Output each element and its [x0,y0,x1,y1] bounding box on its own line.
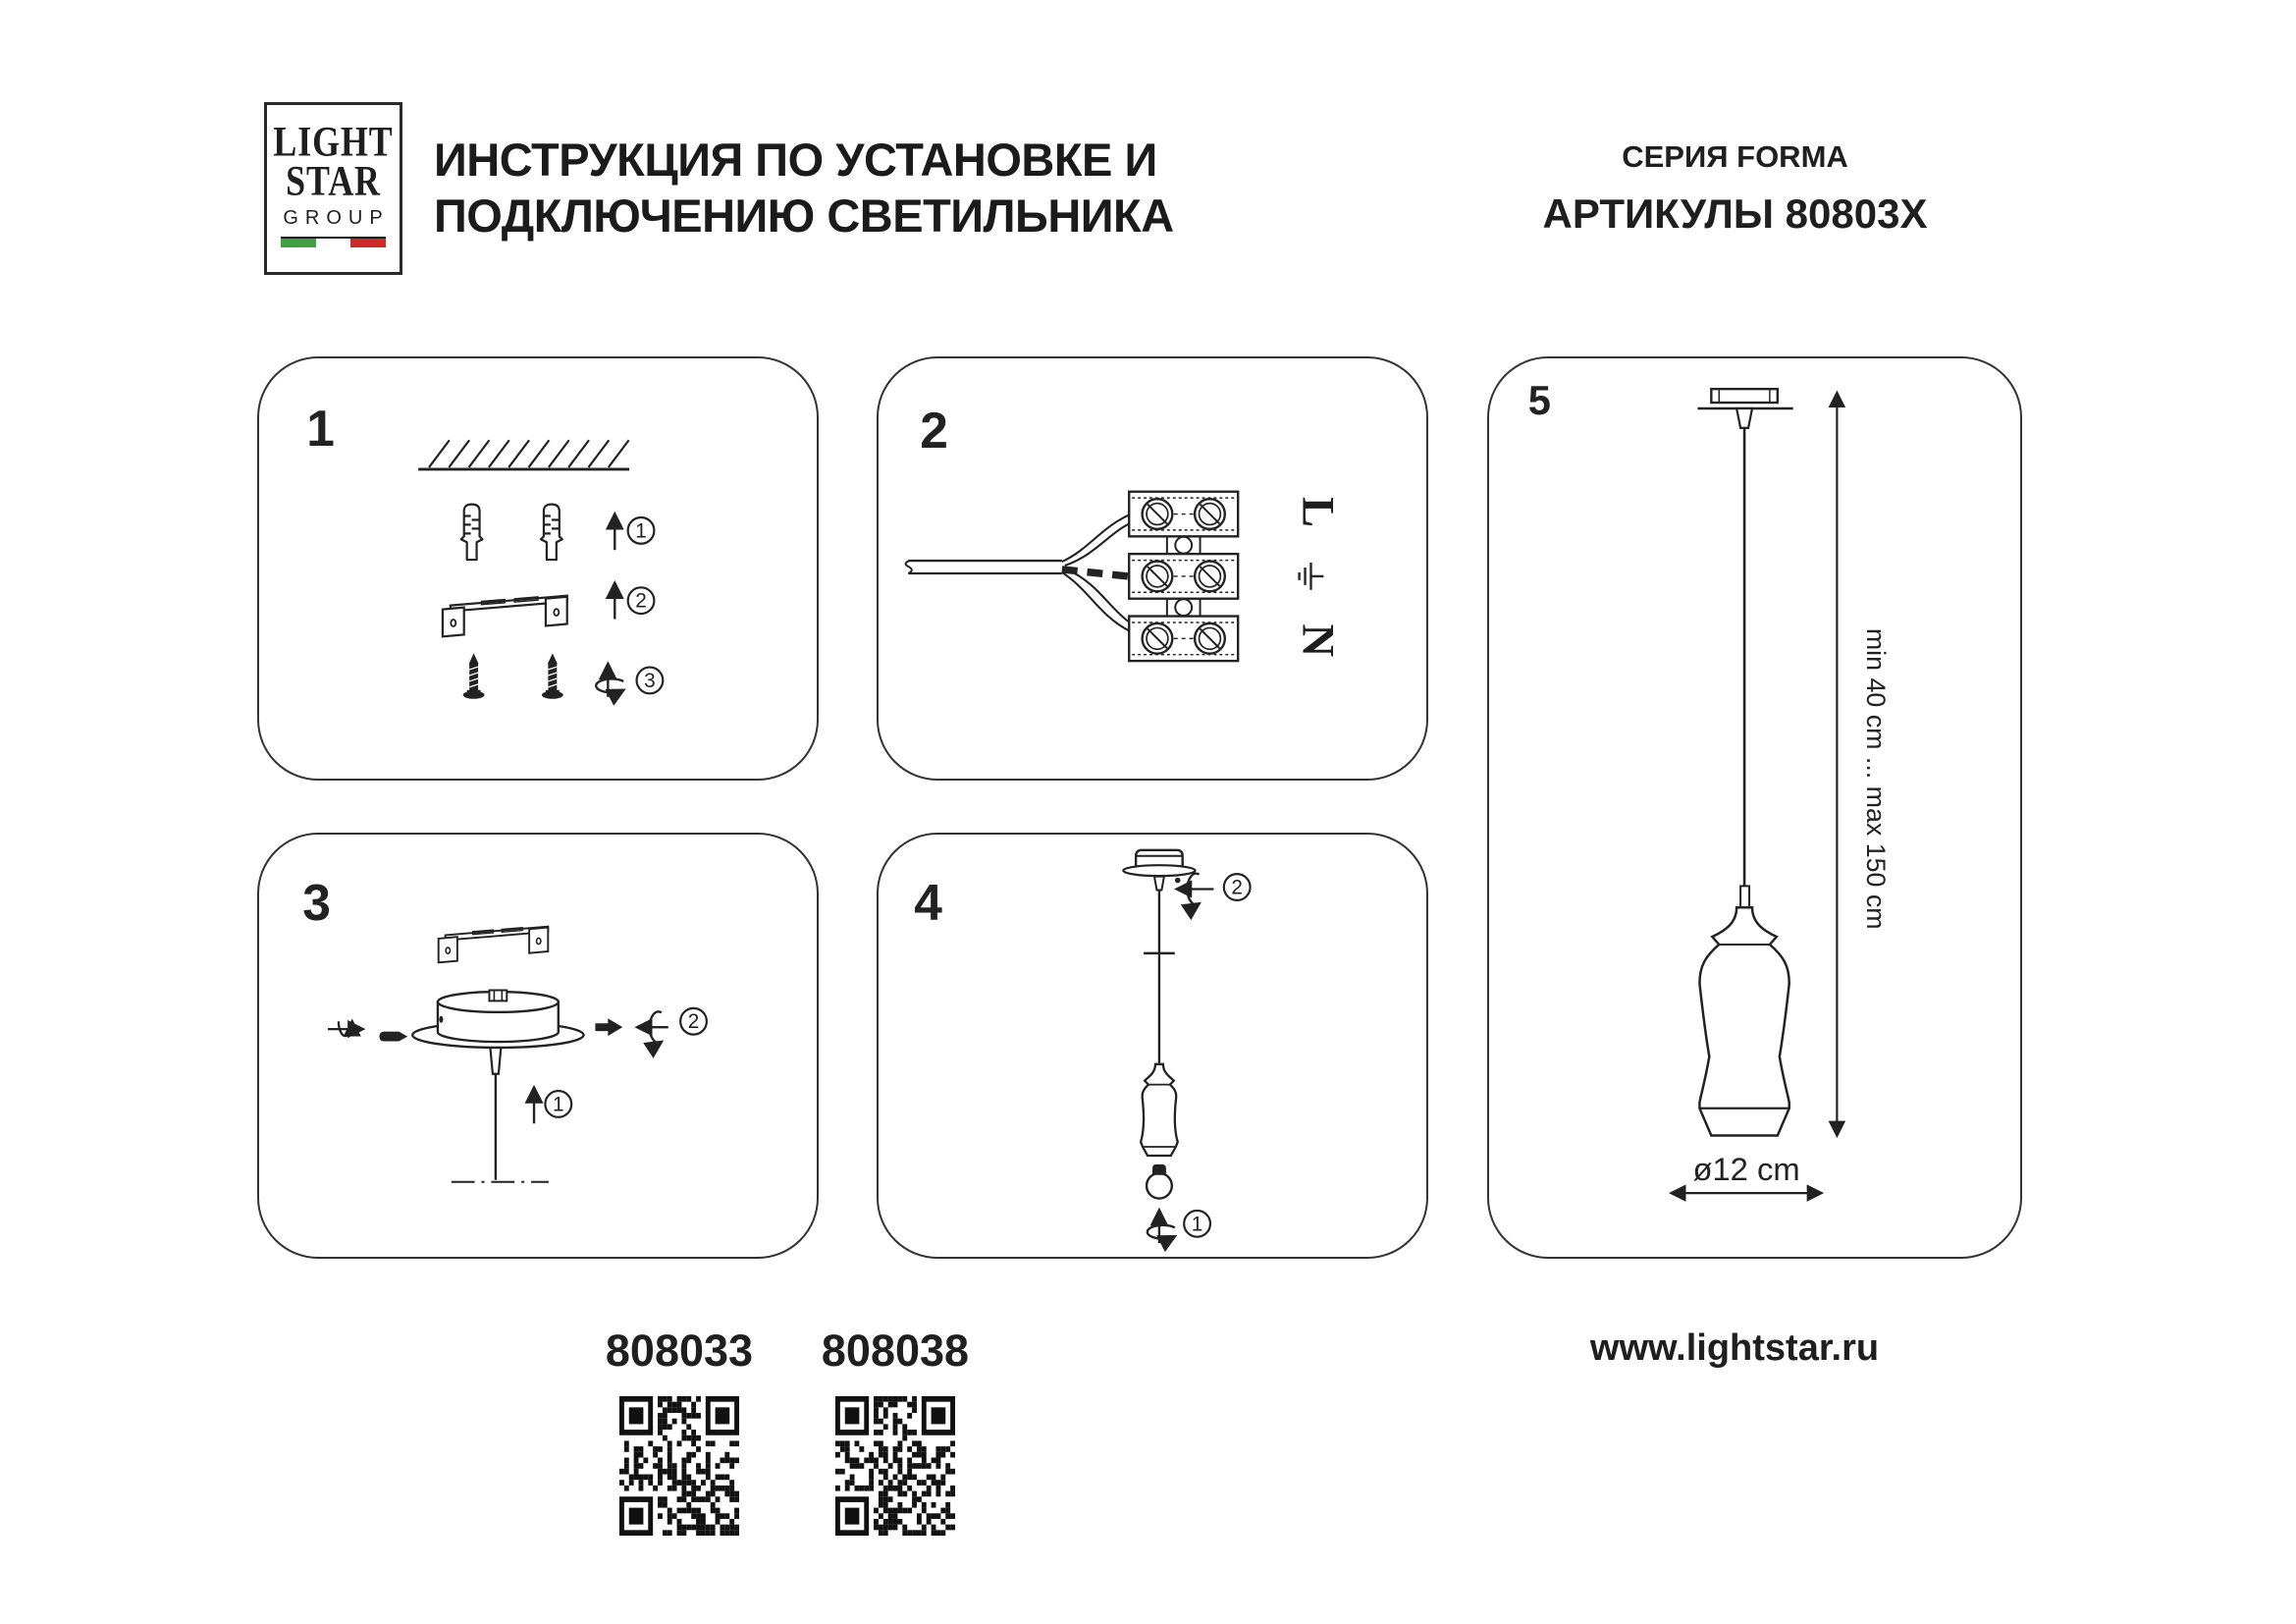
qr-code-article-2 [835,1396,955,1536]
step-2-drawing [879,358,1426,779]
height-dimension-label: min 40 cm ... max 150 cm [1861,627,1892,930]
canopy-drawing [1697,389,1792,408]
article-number-2: 808038 [821,1326,970,1376]
step-4-drawing [879,835,1426,1257]
flag-red-stripe [350,239,386,247]
terminal-block [1129,617,1238,662]
canopy-drawing [412,991,583,1048]
step-marker-2 [680,1008,707,1035]
step-4-panel [877,833,1428,1259]
svg-text:1: 1 [553,1093,564,1116]
svg-text:2: 2 [635,589,647,613]
svg-text:2: 2 [687,1010,700,1034]
flag-white-stripe [316,239,351,247]
line-terminal-label: L [1292,497,1343,528]
rotate-arrow-icon [596,664,623,697]
step-5-drawing [1489,358,2020,1257]
canopy-drawing [1123,850,1195,876]
rotate-arrow-icon [1148,1210,1175,1243]
step-marker-1 [628,517,655,544]
terminal-block [1129,554,1238,599]
power-cable-drawing [906,515,1130,631]
neutral-terminal-label: N [1292,623,1343,658]
step-3-panel [257,833,819,1259]
step-1-number: 1 [306,400,335,458]
step-3-drawing [259,835,817,1257]
step-marker-1 [545,1091,571,1117]
strain-relief-cone [490,1048,501,1074]
series-info [1487,139,1983,238]
screw-icon [542,653,563,699]
flag-green-stripe [281,239,316,247]
step-marker-3 [637,668,664,694]
lightstar-logo [264,102,402,275]
bulb-icon [1147,1164,1172,1199]
page-title [434,132,1174,244]
logo-word-group: GROUP [283,207,390,229]
ceiling-hatch [418,440,629,469]
step-2-panel [877,356,1428,781]
step-5-number: 5 [1527,376,1551,423]
title-line-2: ПОДКЛЮЧЕНИЮ СВЕТИЛЬНИКА [434,189,1174,242]
screw-icon [463,653,485,699]
article-number-1: 808033 [605,1326,754,1376]
svg-text:3: 3 [644,669,656,692]
cable-ferrule [1740,886,1749,907]
logo-word-light: LIGHT [273,118,394,166]
step-marker-2 [628,587,655,614]
terminal-block [1129,492,1238,537]
series-label: СЕРИЯ FORMA [1622,139,1848,174]
step-1-panel [257,356,819,781]
diameter-dimension-label: ø12 cm [1692,1151,1800,1188]
mounting-bracket-icon [439,927,549,963]
step-4-number: 4 [914,874,942,932]
step-marker-1 [1184,1211,1210,1237]
strain-relief-cone [1154,877,1164,891]
wall-anchor-icon [461,505,483,560]
screw-icon [595,1018,622,1036]
strain-relief-cone [1736,408,1752,428]
step-marker-2 [1224,874,1251,900]
lamp-shade-drawing [1141,1064,1178,1156]
step-2-number: 2 [920,402,948,460]
logo-word-star: STAR [286,157,381,205]
screw-hole-dot [1175,878,1181,884]
website-url: www.lightstar.ru [1589,1327,1880,1369]
svg-text:1: 1 [1191,1213,1203,1236]
step-1-drawing [259,358,817,779]
step-5-panel [1487,356,2022,1259]
mounting-bracket-icon [443,596,567,637]
lamp-shade-drawing [1699,907,1789,1135]
rotate-arrow-icon [328,1021,363,1036]
wall-anchor-icon [541,505,562,560]
articles-label: АРТИКУЛЫ 80803X [1542,190,1928,237]
qr-code-article-1 [619,1396,739,1536]
title-line-1: ИНСТРУКЦИЯ ПО УСТАНОВКЕ И [434,134,1157,186]
step-3-number: 3 [302,874,331,932]
screw-icon [380,1032,408,1042]
ground-symbol-icon [1300,563,1324,590]
italy-flag-icon [281,237,386,247]
svg-text:1: 1 [635,519,647,543]
svg-text:2: 2 [1231,876,1243,899]
